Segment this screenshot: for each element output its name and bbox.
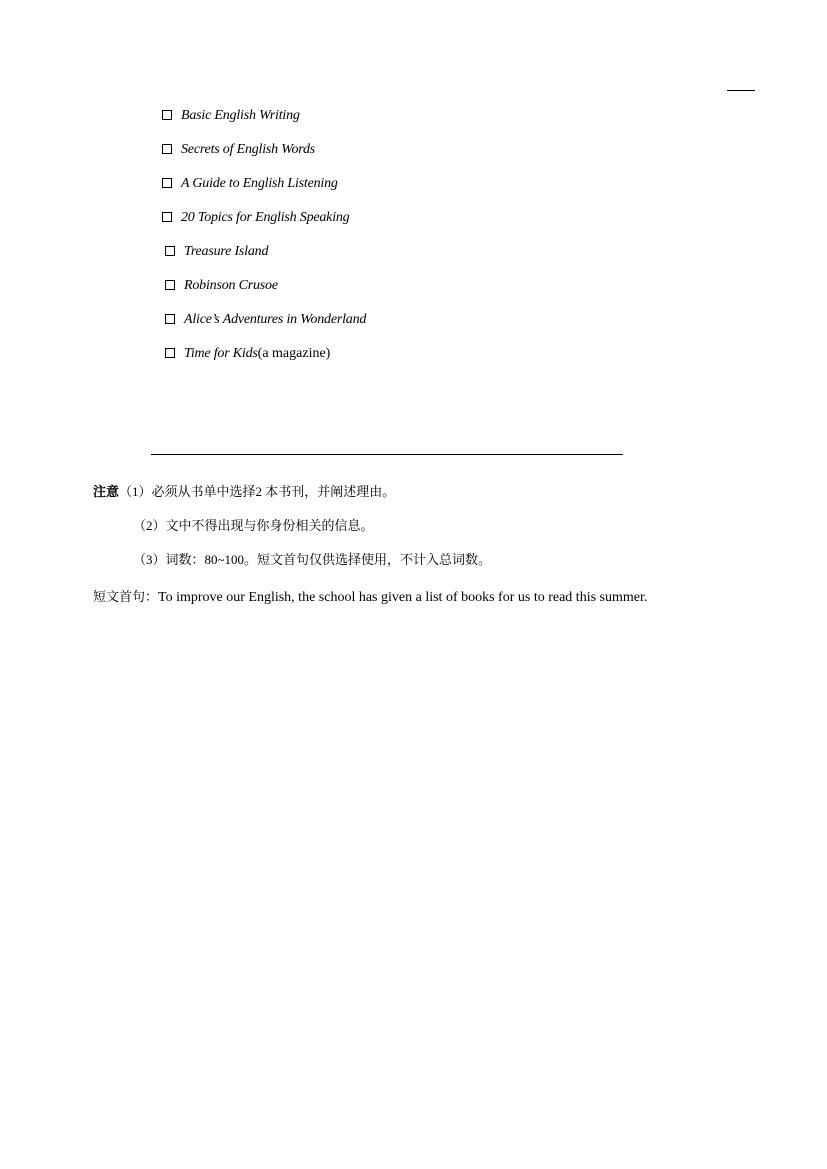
book-checkbox[interactable]	[165, 280, 175, 290]
book-title: A Guide to English Listening	[181, 176, 338, 191]
requirement-1-text: （1）必须从书单中选择2 本书刊，并阐述理由。	[119, 484, 396, 499]
book-item	[165, 310, 366, 344]
book-checkbox[interactable]	[162, 110, 172, 120]
book-item	[162, 140, 366, 174]
book-checkbox[interactable]	[165, 246, 175, 256]
book-checkbox[interactable]	[162, 144, 172, 154]
requirement-3: （3）词数：80~100。短文首句仅供选择使用，不计入总词数。	[133, 552, 492, 567]
book-item	[162, 208, 366, 242]
requirement-1	[93, 482, 395, 502]
requirement-2: （2）文中不得出现与你身份相关的信息。	[133, 518, 374, 533]
book-title: Time for Kids	[184, 346, 258, 361]
book-checkbox[interactable]	[162, 212, 172, 222]
book-title: Alice’s Adventures in Wonderland	[184, 312, 367, 327]
book-item	[162, 106, 366, 140]
book-title: Treasure Island	[184, 244, 269, 259]
requirements-label: 注意	[93, 484, 120, 499]
opening-label: 短文首句：	[93, 589, 159, 604]
book-item	[165, 276, 366, 310]
opening-text: To improve our English, the school has given a list of books for us to read this summer.	[158, 590, 648, 605]
book-item	[162, 174, 366, 208]
book-title: 20 Topics for English Speaking	[181, 210, 350, 225]
book-checkbox[interactable]	[162, 178, 172, 188]
book-item	[165, 242, 366, 276]
book-title: Basic English Writing	[181, 108, 300, 123]
book-title: Robinson Crusoe	[184, 278, 278, 293]
book-checkbox[interactable]	[165, 314, 175, 324]
book-note: (a magazine)	[257, 346, 331, 361]
book-list	[162, 106, 366, 378]
book-title: Secrets of English Words	[181, 142, 316, 157]
top-answer-line	[727, 90, 755, 91]
book-checkbox[interactable]	[165, 348, 175, 358]
opening-sentence	[93, 587, 647, 608]
book-item	[165, 344, 366, 378]
title-answer-line	[151, 454, 623, 455]
